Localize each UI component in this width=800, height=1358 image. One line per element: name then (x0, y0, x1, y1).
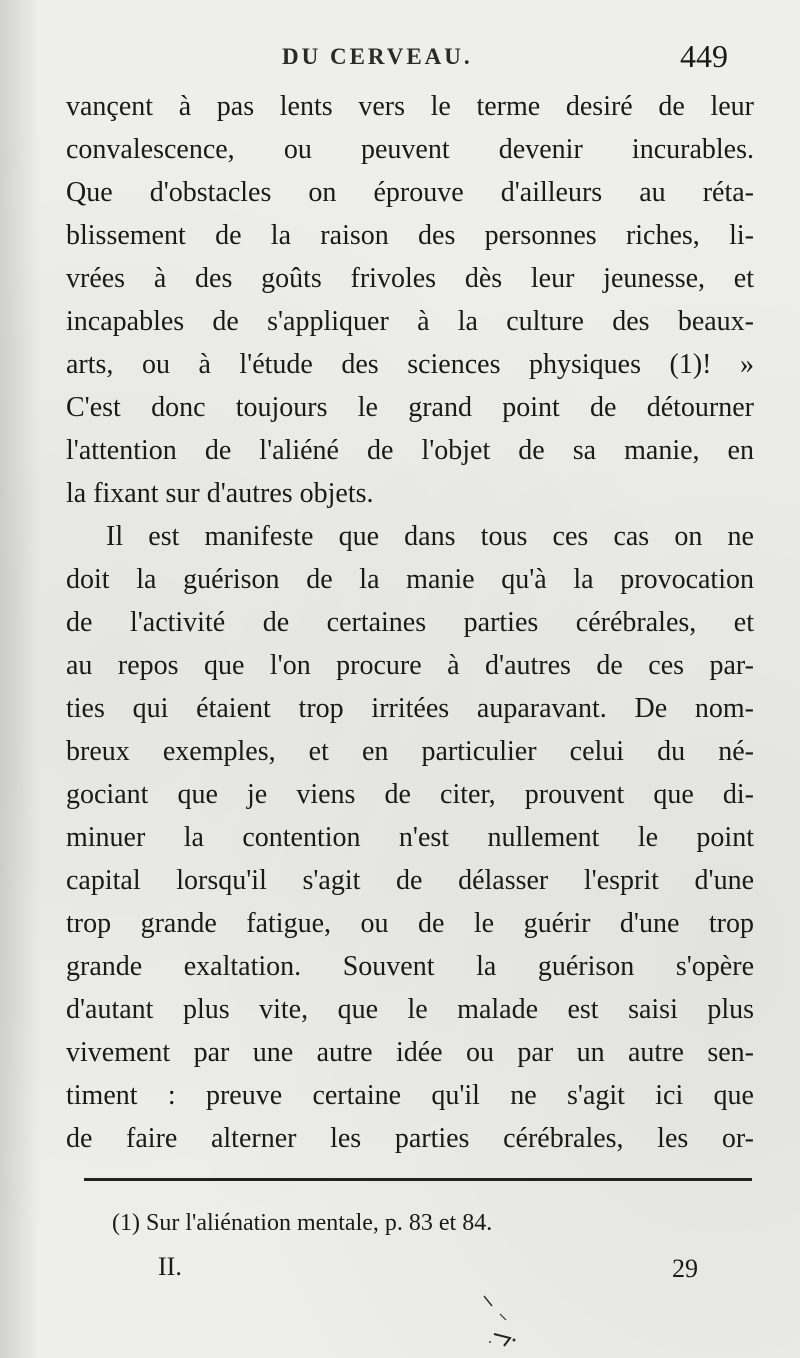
text-line: vançent à pas lents vers le terme desiré de leur (66, 91, 754, 122)
running-title: DU CERVEAU. (282, 44, 473, 69)
text-line: la fixant sur d'autres objets. (66, 478, 374, 509)
text-line: timent : preuve certaine qu'il ne s'agit ici que (66, 1080, 754, 1111)
paragraph-first-line: Il est manifeste que dans tous ces cas on ne (106, 521, 754, 552)
text-line: minuer la contention n'est nullement le point (66, 822, 754, 853)
text-line: vivement par une autre idée ou par un autre sen- (66, 1037, 754, 1068)
signature-mark: 29 (672, 1254, 698, 1283)
text-line: d'autant plus vite, que le malade est saisi plus (66, 994, 754, 1025)
text-line: doit la guérison de la manie qu'à la provocation (66, 564, 754, 595)
ink-specks-icon (470, 1290, 550, 1350)
text-line: de l'activité de certaines parties cérébrales, et (66, 607, 754, 638)
text-line: Que d'obstacles on éprouve d'ailleurs au réta- (66, 177, 754, 208)
text-line: trop grande fatigue, ou de le guérir d'une trop (66, 908, 754, 939)
page-number: 449 (680, 38, 728, 74)
text-line: ties qui étaient trop irritées auparavant. De nom- (66, 693, 754, 724)
text-line: grande exaltation. Souvent la guérison s'opère (66, 951, 754, 982)
text-line: l'attention de l'aliéné de l'objet de sa manie, en (66, 435, 754, 466)
text-line: breux exemples, et en particulier celui du né- (66, 736, 754, 767)
text-line: de faire alterner les parties cérébrales, les or- (66, 1123, 754, 1154)
volume-number: II. (158, 1252, 182, 1281)
text-line: arts, ou à l'étude des sciences physiques (1)! » (66, 349, 754, 380)
text-line: au repos que l'on procure à d'autres de ces par- (66, 650, 754, 681)
text-line: gociant que je viens de citer, prouvent que di- (66, 779, 754, 810)
text-line: vrées à des goûts frivoles dès leur jeunesse, et (66, 263, 754, 294)
footnote: (1) Sur l'aliénation mentale, p. 83 et 84. (112, 1210, 493, 1236)
text-line: capital lorsqu'il s'agit de délasser l'esprit d'une (66, 865, 754, 896)
text-line: convalescence, ou peuvent devenir incurables. (66, 134, 754, 165)
text-line: C'est donc toujours le grand point de détourner (66, 392, 754, 423)
text-line: blissement de la raison des personnes riches, li- (66, 220, 754, 251)
footnote-rule (84, 1178, 752, 1181)
gutter-shadow (0, 0, 40, 1358)
body-text (66, 85, 754, 1160)
text-line: incapables de s'appliquer à la culture des beaux- (66, 306, 754, 337)
